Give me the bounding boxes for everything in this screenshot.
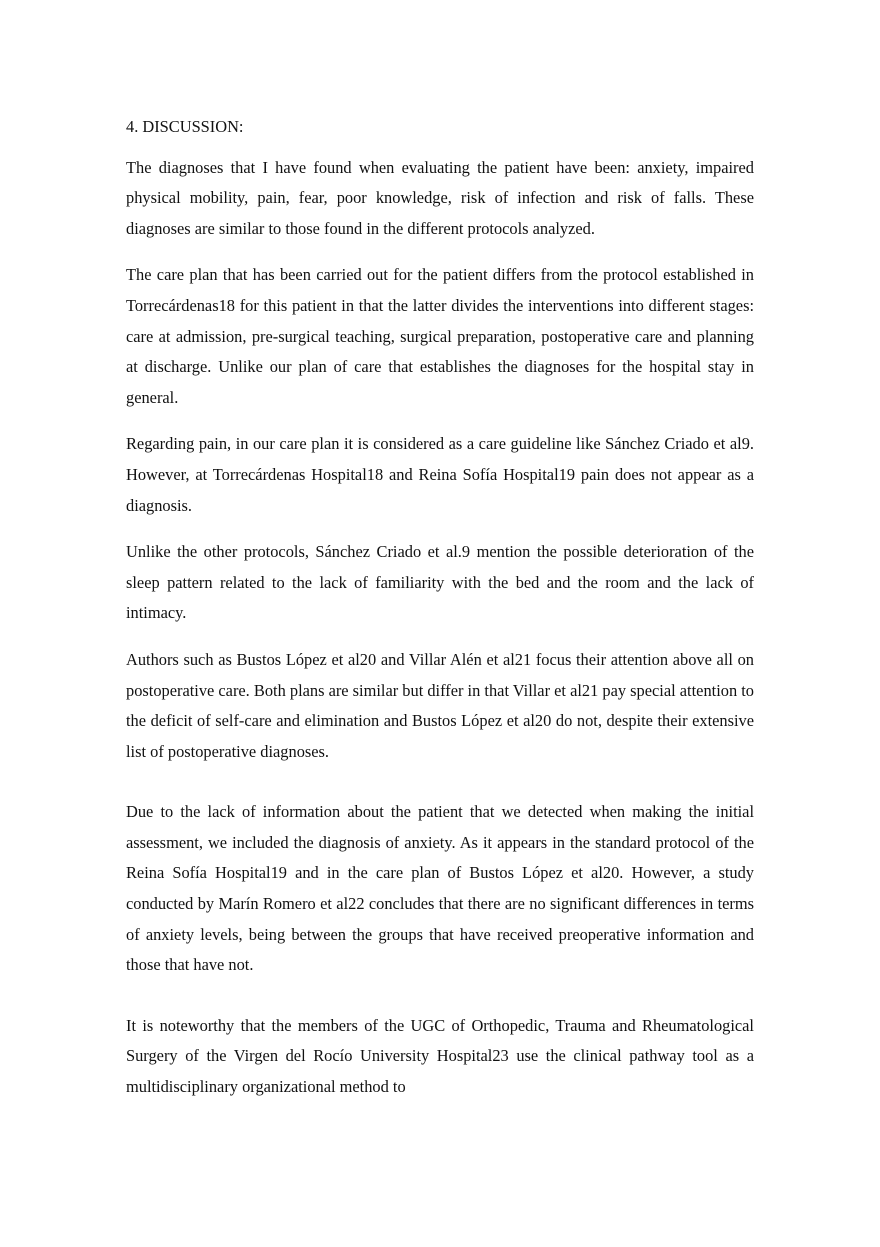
document-body <box>126 112 754 1119</box>
paragraph-postoperative-care: Authors such as Bustos López et al20 and Villar Alén et al21 focus their attention above all on postoperative care. Both plans are similar but differ in that Villar et al21 pay special attention to the deficit of self-care and elimination and Bustos López et al20 do not, despite their extensive list of postoperative diagnoses. <box>126 649 754 761</box>
paragraph-care-plan: The care plan that has been carried out for the patient differs from the protocol established in Torrecárdenas18 for this patient in that the latter divides the interventions into different stages: care at admission, pre-surgical teaching, surgical preparation, postoperative care and planning at discharge. Unlike our plan of care that establishes the diagnoses for the hospital stay in general. <box>126 265 754 407</box>
paragraph-clinical-pathway: It is noteworthy that the members of the UGC of Orthopedic, Trauma and Rheumatological Surgery of the Virgen del Rocío University Hospital23 use the clinical pathway tool as a multidisciplinary organizational method to <box>126 1015 754 1097</box>
paragraph-diagnoses: The diagnoses that I have found when evaluating the patient have been: anxiety, impaired physical mobility, pain, fear, poor knowledge, risk of infection and risk of falls. These diagnoses are similar to those found in the different protocols analyzed. <box>126 157 754 238</box>
section-heading: 4. DISCUSSION: <box>126 117 244 136</box>
paragraph-anxiety: Due to the lack of information about the patient that we detected when making the initial assessment, we included the diagnosis of anxiety. As it appears in the standard protocol of the Reina Sofía Hospital19 and in the care plan of Bustos López et al20. However, a study conducted by Marín Romero et al22 concludes that there are no significant differences in terms of anxiety levels, being between the groups that have received preoperative information and those that have not. <box>126 802 754 975</box>
paragraph-pain: Regarding pain, in our care plan it is considered as a care guideline like Sánchez Criado et al9. However, at Torrecárdenas Hospital18 and Reina Sofía Hospital19 pain does not appear as a diagnosis. <box>126 434 754 515</box>
paragraph-sleep-pattern: Unlike the other protocols, Sánchez Criado et al.9 mention the possible deterioration of the sleep pattern related to the lack of familiarity with the bed and the room and the lack of intimacy. <box>126 542 754 623</box>
